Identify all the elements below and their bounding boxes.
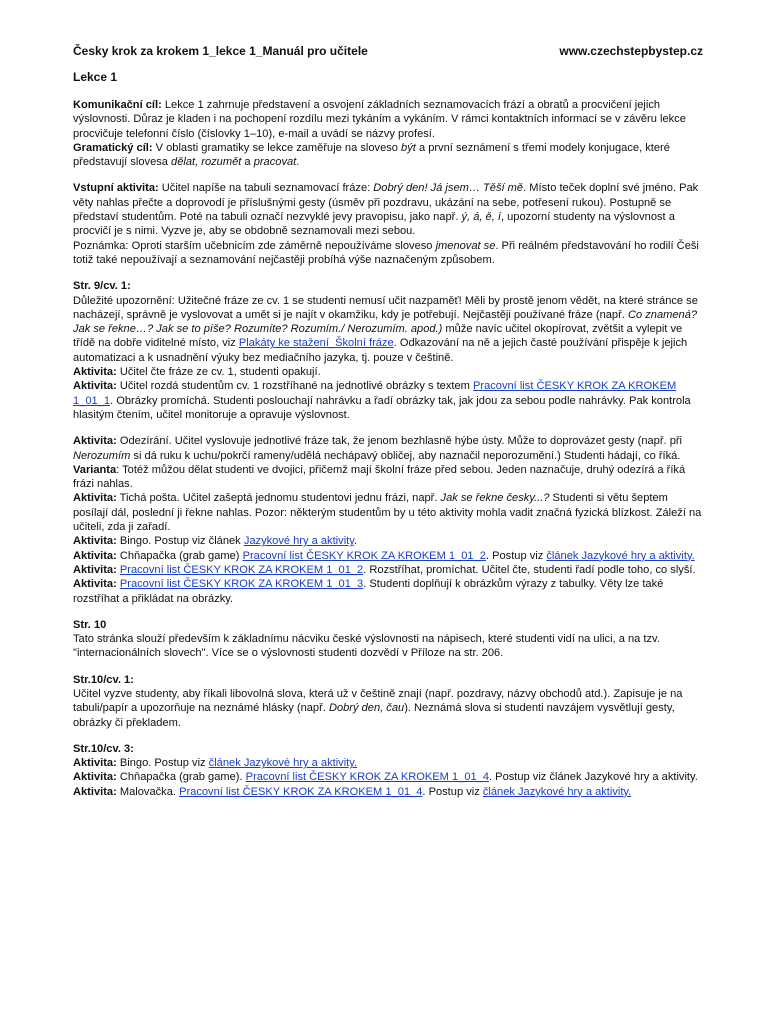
link-language-games-article[interactable]: článek Jazykové hry a aktivity. — [546, 549, 695, 562]
str10-paragraph: Tato stránka slouží především k základnímu nácviku české výslovnosti na nápisech, které studenti vidí na ulici, a na tzv. "internacionálních slovech". Více se o výslovnosti studenti dozvědí v Příloze na str. 206. — [73, 633, 660, 660]
link-posters-school-phrases[interactable]: Plakáty ke stažení_Školní fráze — [238, 337, 394, 350]
link-worksheet-1-01-4[interactable]: Pracovní list ČESKY KROK ZA KROKEM 1_01_4 — [179, 785, 423, 798]
document-title: Česky krok za krokem 1_lekce 1_Manuál pro učitele — [73, 44, 368, 58]
link-language-games[interactable]: Jazykové hry a aktivity — [243, 535, 354, 548]
entry-activity: Vstupní aktivita: Učitel napíše na tabuli seznamovací fráze: Dobrý den! Já jsem… Těší mě. Místo teček doplní své jméno. Pak věty nahlas přečte a doprovodí je příslušnými gesty (úsměv při pozdravu, ukázání na sebe, potřesení rukou). Postupně se představí studentům. Poté na tabuli označí nezvyklé jevy pravopisu, jako např. ý, á, ě, í, upozorní studenty na výslovnost a procvičí je s nimi. Vyzve je, aby se obdobně seznamovali mezi sebou. — [73, 182, 699, 238]
grammar-goal: Gramatický cíl: V oblasti gramatiky se lekce zaměřuje na sloveso být a první seznámení s třemi modely konjugace, které představují slovesa dělat, rozumět a pracovat. — [73, 141, 670, 169]
link-language-games-article[interactable]: článek Jazykové hry a aktivity. — [208, 757, 358, 770]
activity-item: Aktivita: Chňapačka (grab game). Pracovní list ČESKY KROK ZA KROKEM 1_01_4. Postup viz článek Jazykové hry a aktivity. — [73, 771, 698, 784]
variant-item: Varianta: Totéž můžou dělat studenti ve dvojici, přičemž mají školní fráze před sebou. Jeden naznačuje, druhý odezírá a říká frázi nahlas. — [73, 463, 686, 491]
section-heading-str10-cv3: Str.10/cv. 3: — [73, 742, 134, 755]
link-worksheet-1-01-3[interactable]: Pracovní list ČESKY KROK ZA KROKEM 1_01_3 — [119, 578, 364, 591]
communication-goal: Komunikační cíl: Lekce 1 zahrnuje představení a osvojení základních seznamovacích frází a obratů a procvičení jejich výslovnosti. Důraz je kladen i na pochopení rozdílu mezi tykáním a vykáním. V rámci kontaktních informací se v závěru lekce procvičuje telefonní číslo (číslovky 1–10), e-mail a uvádí se názvy profesí. — [73, 99, 686, 140]
entry-activity-label: Vstupní aktivita: — [73, 182, 159, 195]
document-page — [73, 44, 703, 799]
section-heading-str10: Str. 10 — [73, 618, 107, 631]
section-heading-str9: Str. 9/cv. 1: — [73, 280, 131, 293]
communication-goal-label: Komunikační cíl: — [73, 99, 162, 111]
activity-item: Aktivita: Bingo. Postup viz článek Jazykové hry a aktivity. — [73, 535, 358, 548]
activity-item: Aktivita: Učitel rozdá studentům cv. 1 rozstříhané na jednotlivé obrázky s textem Pracovní list ČESKY KROK ZA KROKEM 1_01_1. Obrázky promíchá. Studenti poslouchají nahrávku a řadí obrázky tak, jak jdou za sebou podle nahrávky. Pak kontrola hlasitým čtením, učitel monitoruje a opravuje výslovnost. — [73, 380, 691, 421]
section-heading-str10-cv1: Str.10/cv. 1: — [73, 673, 134, 686]
activity-item: Aktivita: Malovačka. Pracovní list ČESKY KROK ZA KROKEM 1_01_4. Postup viz článek Jazykové hry a aktivity. — [73, 785, 632, 798]
link-worksheet-1-01-1[interactable]: Pracovní list ČESKY KROK ZA KROKEM 1_01_1 — [73, 380, 677, 407]
activity-item: Aktivita: Pracovní list ČESKY KROK ZA KROKEM 1_01_3. Studenti doplňují k obrázkům výrazy z tabulky. Věty lze také rozstříhat a přikládat na obrázky. — [73, 578, 664, 605]
str10-cv1-paragraph: Učitel vyzve studenty, aby říkali libovolná slova, která už v češtině znají (např. pozdravy, názvy obchodů atd.). Zapisuje je na tabuli/papír a upozorňuje na neznámé hlásky (např. Dobrý den, čau). Neznámá slova si studenti navzájem vysvětlují gesty, obrázky či překladem. — [73, 687, 683, 729]
activity-item: Aktivita: Učitel čte fráze ze cv. 1, studenti opakují. — [73, 366, 321, 379]
activity-item: Aktivita: Chňapačka (grab game) Pracovní list ČESKY KROK ZA KROKEM 1_01_2. Postup viz článek Jazykové hry a aktivity. — [73, 549, 695, 562]
lesson-title: Lekce 1 — [73, 70, 118, 84]
link-worksheet-1-01-2[interactable]: Pracovní list ČESKY KROK ZA KROKEM 1_01_2 — [119, 563, 364, 576]
activity-item: Aktivita: Tichá pošta. Učitel zašeptá jednomu studentovi jednu frázi, např. Jak se řekne česky...? Studenti si větu šeptem posílají dál, poslední ji řekne nahlas. Pozor: některým studentům by u této aktivity mohla vadit značná fyzická blízkost. Záleží na učiteli, zda ji zařadí. — [73, 492, 702, 534]
note-paragraph: Poznámka: Oproti starším učebnicím zde záměrně nepoužíváme sloveso jmenovat se. Při reálném představování ho rodilí Češi totiž také nepoužívají a seznamování nejčastěji probíhá výše naznačeným způsobem. — [73, 239, 699, 266]
page-header — [73, 44, 703, 59]
activity-item: Aktivita: Pracovní list ČESKY KROK ZA KROKEM 1_01_2. Rozstříhat, promíchat. Učitel čte, studenti řadí podle toho, co slyší. — [73, 563, 696, 576]
website-url: www.czechstepbystep.cz — [559, 44, 703, 58]
grammar-goal-label: Gramatický cíl: — [73, 141, 153, 154]
activity-item: Aktivita: Odezírání. Učitel vyslovuje jednotlivé fráze tak, že jenom bezhlasně hýbe ústy. Může to doprovázet gesty (např. při Nerozumím si dá ruku k uchu/pokrčí rameny/udělá nechápavý obličej, aby naznačil neporozumění.) Studenti hádají, co říká. — [73, 435, 683, 462]
link-worksheet-1-01-4[interactable]: Pracovní list ČESKY KROK ZA KROKEM 1_01_4 — [245, 771, 490, 784]
activity-item: Aktivita: Bingo. Postup viz článek Jazykové hry a aktivity. — [73, 757, 358, 770]
important-notice: Důležité upozornění: Užitečné fráze ze cv. 1 se studenti nemusí učit nazpaměť! Měli by prostě jenom vědět, na které stránce se nacházejí, správně je vyslovovat a umět si je najít v okamžiku, kdy je potřebují. Nejčastěji používané fráze (např. Co znamená? Jak se řekne…? Jak se to píše? Rozumíte? Rozumím./ Nerozumím. apod.) může navíc učitel okopírovat, zvětšit a vylepit ve třídě na dobře viditelné místo, viz Plakáty ke stažení_Školní fráze. Odkazování na ně a jejich časté používání přispěje k jejich automatizaci a k usnadnění výuky bez mediačního jazyka, tj. pouze v češtině. — [73, 294, 698, 364]
link-language-games-article[interactable]: článek Jazykové hry a aktivity. — [482, 785, 632, 798]
link-worksheet-1-01-2[interactable]: Pracovní list ČESKY KROK ZA KROKEM 1_01_2 — [242, 549, 486, 562]
